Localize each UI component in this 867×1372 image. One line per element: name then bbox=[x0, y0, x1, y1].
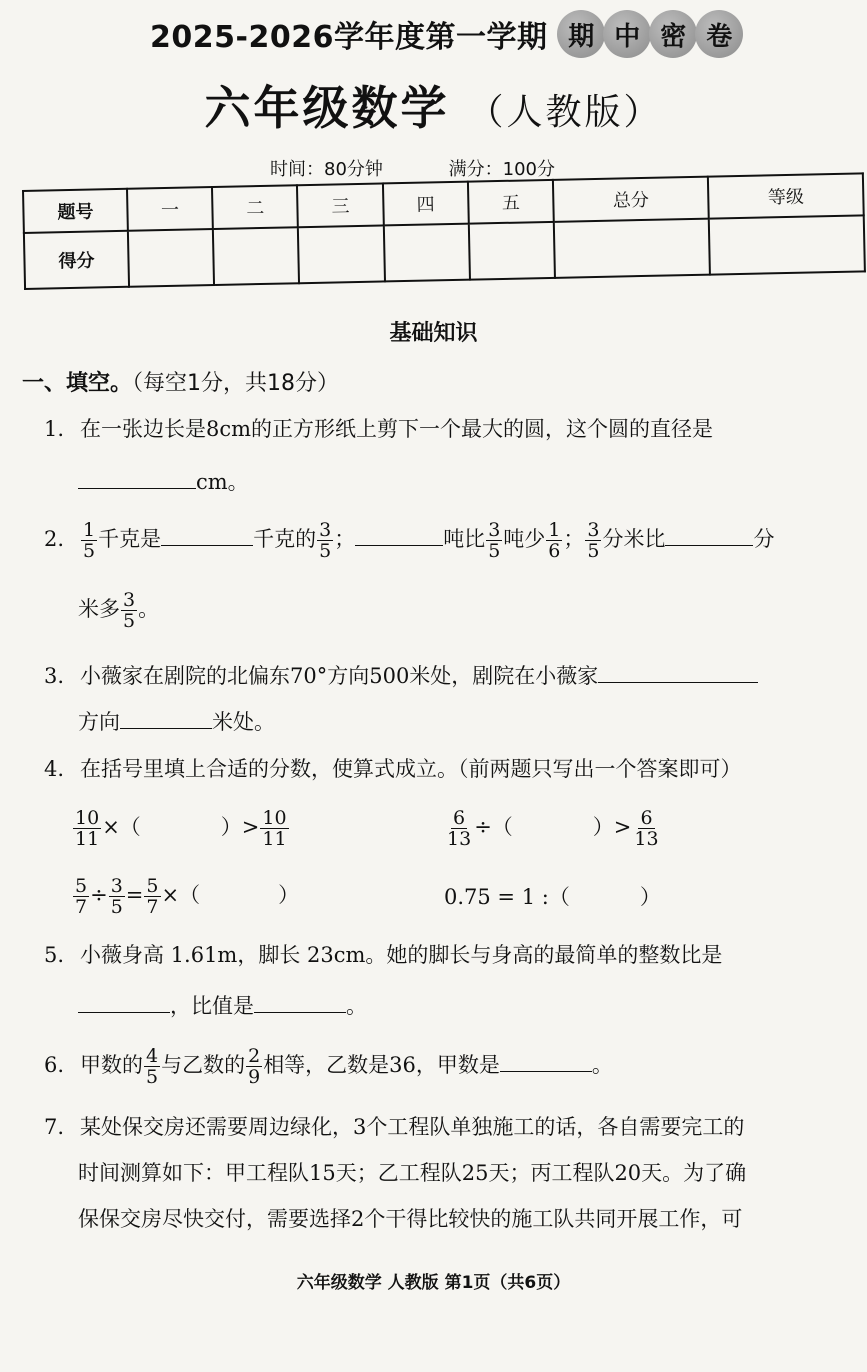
question-2 bbox=[44, 520, 774, 561]
question-text: 吨比 bbox=[443, 527, 486, 551]
question-text: cm。 bbox=[196, 470, 249, 494]
question-text: 在一张边长是8cm的正方形纸上剪下一个最大的圆，这个圆的直径是 bbox=[80, 417, 714, 441]
score-entry-cell[interactable] bbox=[554, 219, 710, 278]
question-5-line2 bbox=[78, 990, 367, 1021]
question-7-line2 bbox=[78, 1158, 746, 1188]
score-table-cell: 一 bbox=[127, 187, 213, 231]
question-text: ） bbox=[278, 883, 300, 907]
edition-label: （人教版） bbox=[467, 92, 663, 133]
question-4-d bbox=[444, 882, 661, 912]
part-one-note: （每空1分，共18分） bbox=[132, 371, 340, 396]
question-1-line2 bbox=[78, 466, 249, 497]
question-number: 5. bbox=[44, 943, 65, 967]
page-footer: 六年级数学 人教版 第1页（共6页） bbox=[296, 1273, 571, 1293]
question-number: 2. bbox=[44, 527, 65, 551]
question-7-line3 bbox=[78, 1204, 742, 1234]
seal-stamp: 期 bbox=[557, 10, 605, 58]
question-number: 7. bbox=[44, 1115, 65, 1139]
fraction: $\frac{3}{5}$ bbox=[587, 519, 600, 562]
question-text: 吨少 bbox=[503, 527, 546, 551]
question-text: ×（ bbox=[161, 883, 201, 907]
fraction: $\frac{4}{5}$ bbox=[146, 1045, 159, 1088]
score-table-cell: 三 bbox=[297, 183, 383, 227]
question-4-a bbox=[72, 808, 290, 849]
question-text: ÷ bbox=[90, 883, 108, 907]
question-text: 。 bbox=[591, 1053, 613, 1077]
question-text: 甲数的 bbox=[80, 1053, 143, 1077]
question-text: 。 bbox=[138, 597, 160, 621]
seal-group bbox=[559, 10, 743, 58]
question-4-b bbox=[444, 808, 662, 849]
fraction: $\frac{1}{5}$ bbox=[83, 519, 96, 562]
answer-blank[interactable] bbox=[78, 990, 170, 1013]
score-entry-cell[interactable] bbox=[213, 227, 299, 285]
question-number: 6. bbox=[44, 1053, 65, 1077]
question-text: 。 bbox=[346, 994, 367, 1018]
question-text: 千克的 bbox=[253, 527, 317, 551]
question-text: ×（ bbox=[102, 815, 141, 839]
score-entry-cell[interactable] bbox=[383, 224, 469, 282]
fraction: $\frac{5}{7}$ bbox=[75, 875, 88, 918]
score-row-label: 得分 bbox=[24, 231, 129, 289]
question-text: ； bbox=[334, 527, 356, 551]
question-6 bbox=[44, 1046, 613, 1087]
fraction: $\frac{3}{5}$ bbox=[319, 519, 332, 562]
question-text: ）> bbox=[220, 815, 260, 839]
answer-blank[interactable] bbox=[500, 1049, 592, 1072]
score-table-cell: 二 bbox=[212, 185, 298, 229]
answer-blank[interactable] bbox=[120, 706, 212, 729]
question-text: 分 bbox=[753, 527, 775, 551]
question-text: 米多 bbox=[78, 597, 120, 621]
question-text: 在括号里填上合适的分数，使算式成立。（前两题只写出一个答案即可） bbox=[80, 757, 742, 781]
question-text: 与乙数的 bbox=[161, 1053, 246, 1077]
question-7 bbox=[44, 1112, 744, 1142]
score-entry-cell[interactable] bbox=[128, 229, 214, 287]
page-title bbox=[0, 72, 867, 138]
question-4 bbox=[44, 754, 742, 784]
question-text: ÷（ bbox=[474, 815, 513, 839]
question-number: 3. bbox=[44, 664, 65, 688]
score-entry-cell[interactable] bbox=[298, 225, 384, 283]
seal-stamp: 卷 bbox=[695, 10, 743, 58]
answer-blank[interactable] bbox=[598, 660, 758, 683]
full-score: 满分：100分 bbox=[448, 159, 555, 180]
fraction: $\frac{10}{11}$ bbox=[262, 807, 287, 850]
seal-stamp: 中 bbox=[603, 10, 651, 58]
fraction: $\frac{2}{9}$ bbox=[248, 1045, 261, 1088]
score-table-cell: 总分 bbox=[553, 177, 709, 222]
answer-blank[interactable] bbox=[254, 990, 346, 1013]
question-text: 方向 bbox=[78, 710, 120, 734]
question-text: 相等，乙数是36，甲数是 bbox=[263, 1053, 500, 1077]
fraction: $\frac{3}{5}$ bbox=[123, 589, 136, 632]
exam-meta bbox=[270, 155, 615, 181]
seal-stamp: 密 bbox=[649, 10, 697, 58]
score-table bbox=[22, 172, 866, 290]
question-text: 千克是 bbox=[98, 527, 162, 551]
term-text: 2025-2026学年度第一学期 bbox=[150, 20, 548, 55]
fraction: $\frac{6}{13}$ bbox=[447, 807, 472, 850]
answer-blank[interactable] bbox=[78, 466, 196, 489]
question-text: ） bbox=[639, 885, 661, 909]
question-text: 时间测算如下：甲工程队15天；乙工程队25天；丙工程队20天。为了确 bbox=[78, 1161, 747, 1185]
question-2-line2 bbox=[78, 590, 159, 631]
question-text: 分米比 bbox=[602, 527, 666, 551]
question-text: 保保交房尽快交付，需要选择2个干得比较快的施工队共同开展工作，可 bbox=[78, 1207, 743, 1231]
fraction: $\frac{6}{13}$ bbox=[634, 807, 659, 850]
question-number: 1. bbox=[44, 417, 65, 441]
answer-blank[interactable] bbox=[665, 523, 753, 546]
question-4-c bbox=[72, 876, 299, 917]
question-text: 小薇身高 1.61m，脚长 23cm。她的脚长与身高的最简单的整数比是 bbox=[80, 943, 723, 967]
question-text: 0.75 = 1 :（ bbox=[444, 885, 570, 909]
question-3 bbox=[44, 660, 758, 691]
section-title: 基础知识 bbox=[389, 321, 478, 346]
fraction: $\frac{10}{11}$ bbox=[75, 807, 100, 850]
question-text: ）> bbox=[592, 815, 632, 839]
part-one-title: 一、填空。 bbox=[22, 371, 133, 396]
fraction: $\frac{5}{7}$ bbox=[146, 875, 159, 918]
subject-title: 六年级数学 bbox=[204, 81, 450, 135]
question-number: 4. bbox=[44, 757, 65, 781]
score-table-cell: 等级 bbox=[708, 173, 864, 218]
fraction: $\frac{1}{6}$ bbox=[548, 519, 561, 562]
answer-blank[interactable] bbox=[355, 523, 443, 546]
question-text: ，比值是 bbox=[170, 994, 254, 1018]
question-text: 米处。 bbox=[212, 710, 275, 734]
time-limit: 时间：80分钟 bbox=[270, 159, 383, 180]
score-table-cell: 四 bbox=[383, 182, 469, 226]
exam-term-title bbox=[150, 10, 743, 58]
question-5 bbox=[44, 940, 722, 970]
question-text: 某处保交房还需要周边绿化，3个工程队单独施工的话，各自需要完工的 bbox=[80, 1115, 745, 1139]
answer-blank[interactable] bbox=[161, 523, 253, 546]
score-table-cell: 题号 bbox=[23, 189, 128, 233]
score-table-cell: 五 bbox=[468, 180, 554, 224]
part-one-heading bbox=[22, 366, 339, 397]
question-text: ； bbox=[563, 527, 585, 551]
score-entry-cell[interactable] bbox=[709, 215, 865, 274]
question-3-line2 bbox=[78, 706, 275, 737]
fraction: $\frac{3}{5}$ bbox=[110, 875, 123, 918]
question-text: = bbox=[125, 883, 144, 907]
fraction: $\frac{3}{5}$ bbox=[488, 519, 501, 562]
score-entry-cell[interactable] bbox=[469, 222, 555, 280]
question-1 bbox=[44, 414, 713, 444]
question-text: 小薇家在剧院的北偏东70°方向500米处，剧院在小薇家 bbox=[80, 664, 599, 688]
